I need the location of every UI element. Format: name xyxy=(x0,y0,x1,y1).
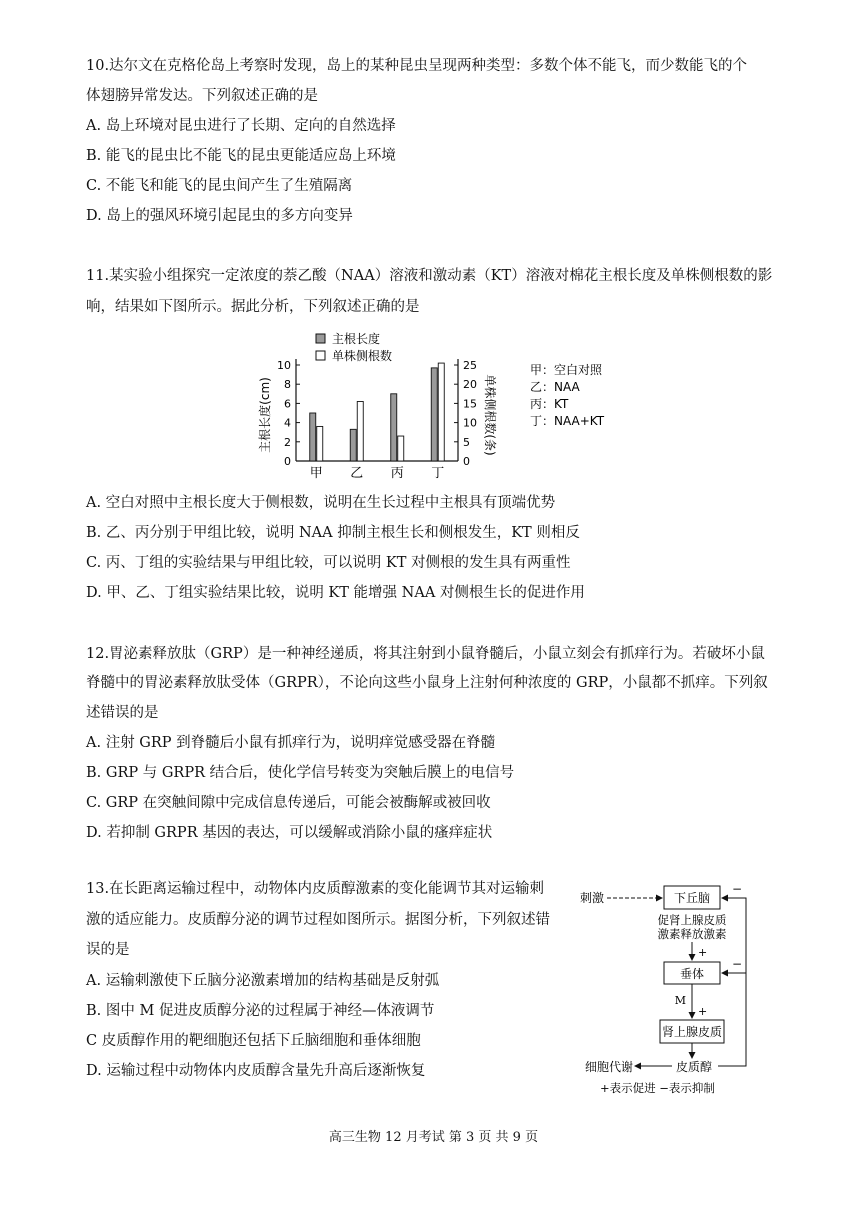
bar-main-root-length xyxy=(391,394,397,461)
key-ding: 丁：NAA+KT xyxy=(530,414,605,428)
adrenal-cortex-label: 肾上腺皮质 xyxy=(661,1025,723,1039)
y-tick-label-right: 10 xyxy=(463,416,477,430)
q13-stem-line3: 误的是 xyxy=(86,942,130,958)
bar-lateral-root-count xyxy=(317,426,323,461)
q13-option-b: B. 图中 M 促进皮质醇分泌的过程属于神经—体液调节 xyxy=(86,1003,435,1019)
key-jia: 甲：空白对照 xyxy=(530,363,603,377)
q12-option-c: C. GRP 在突触间隙中完成信息传递后，可能会被酶解或被回收 xyxy=(86,795,491,811)
key-bing: 丙：KT xyxy=(530,397,569,411)
q11-stem-line2: 响，结果如下图所示。据此分析，下列叙述正确的是 xyxy=(86,299,420,315)
y-tick-label-left: 6 xyxy=(284,397,291,411)
y-tick-label-right: 25 xyxy=(463,359,477,372)
q13-option-a: A. 运输刺激使下丘脑分泌激素增加的结构基础是反射弧 xyxy=(86,973,440,989)
minus-sign-2: − xyxy=(732,957,743,971)
bar-main-root-length xyxy=(310,413,316,461)
minus-sign-1: − xyxy=(732,882,743,896)
key-yi: 乙：NAA xyxy=(530,380,580,394)
q10-option-c: C. 不能飞和能飞的昆虫间产生了生殖隔离 xyxy=(86,178,353,194)
y-tick-label-left: 0 xyxy=(284,455,291,468)
q11-option-c: C. 丙、丁组的实验结果与甲组比较，可以说明 KT 对侧根的发生具有两重性 xyxy=(86,555,571,571)
q11-option-a: A. 空白对照中主根长度大于侧根数，说明在生长过程中主根具有顶端优势 xyxy=(86,495,556,511)
pituitary-label: 垂体 xyxy=(679,967,705,981)
y-tick-label-left: 2 xyxy=(284,435,291,449)
y-tick-label-right: 15 xyxy=(463,397,477,411)
q10-stem-line1: 10.达尔文在克格伦岛上考察时发现，岛上的某种昆虫呈现两种类型：多数个体不能飞，而少数能飞的个 xyxy=(86,58,748,74)
y-tick-label-right: 5 xyxy=(463,435,470,449)
diagram-legend: +表示促进 −表示抑制 xyxy=(600,1081,715,1095)
chart-key xyxy=(530,362,605,428)
q11-option-d: D. 甲、乙、丁组实验结果比较，说明 KT 能增强 NAA 对侧根生长的促进作用 xyxy=(86,585,585,601)
bar-main-root-length xyxy=(431,368,437,461)
q13-option-d: D. 运输过程中动物体内皮质醇含量先升高后逐渐恢复 xyxy=(86,1063,426,1079)
q12-option-a: A. 注射 GRP 到脊髓后小鼠有抓痒行为，说明痒觉感受器在脊髓 xyxy=(86,735,496,751)
y-axis-label-left: 主根长度(cm) xyxy=(258,377,272,453)
bar-lateral-root-count xyxy=(398,436,404,461)
cortisol-regulation-diagram xyxy=(580,875,780,1100)
bar-lateral-root-count xyxy=(438,363,444,461)
y-tick-label-left: 8 xyxy=(284,378,291,392)
q12-stem-line1: 12.胃泌素释放肽（GRP）是一种神经递质，将其注射到小鼠脊髓后，小鼠立刻会有抓痒行为。若破坏小鼠 xyxy=(86,646,765,662)
y-tick-label-left: 4 xyxy=(284,416,291,430)
q10-option-a: A. 岛上环境对昆虫进行了长期、定向的自然选择 xyxy=(86,118,396,134)
q12-option-d: D. 若抑制 GRPR 基因的表达，可以缓解或消除小鼠的瘙痒症状 xyxy=(86,825,493,841)
page-footer: 高三生物 12 月考试 第 3 页 共 9 页 xyxy=(328,1130,539,1145)
bar-lateral-root-count xyxy=(357,401,363,461)
q13-stem-line1: 13.在长距离运输过程中，动物体内皮质醇激素的变化能调节其对运输刺 xyxy=(86,881,545,897)
chart-legend xyxy=(316,331,392,363)
crh-label-line2: 激素释放激素 xyxy=(657,927,727,941)
legend-swatch-lateral-root xyxy=(316,351,325,360)
q11-stem-line1: 11.某实验小组探究一定浓度的萘乙酸（NAA）溶液和激动素（KT）溶液对棉花主根长度及单株侧根数的影 xyxy=(86,268,773,284)
q12-stem-line2: 脊髓中的胃泌素释放肽受体（GRPR），不论向这些小鼠身上注射何种浓度的 GRP，小鼠都不抓痒。下列叙 xyxy=(86,675,768,691)
q11-option-b: B. 乙、丙分别于甲组比较，说明 NAA 抑制主根生长和侧根发生，KT 则相反 xyxy=(86,525,580,541)
y-axis-label-right: 单株侧根数(条) xyxy=(483,374,497,456)
x-tick-label: 甲 xyxy=(309,466,323,481)
q12-stem-line3: 述错误的是 xyxy=(86,705,159,721)
q10-option-b: B. 能飞的昆虫比不能飞的昆虫更能适应岛上环境 xyxy=(86,148,396,164)
q13-stem-line2: 激的适应能力。皮质醇分泌的调节过程如图所示。据图分析，下列叙述错 xyxy=(86,912,550,928)
y-tick-label-right: 0 xyxy=(463,455,470,468)
legend-label-main-root: 主根长度 xyxy=(332,332,381,346)
q12-option-b: B. GRP 与 GRPR 结合后，使化学信号转变为突触后膜上的电信号 xyxy=(86,765,515,781)
y-tick-label-left: 10 xyxy=(277,359,291,372)
cortisol-label: 皮质醇 xyxy=(675,1060,713,1074)
q10-option-d: D. 岛上的强风环境引起昆虫的多方向变异 xyxy=(86,208,353,224)
x-tick-label: 丙 xyxy=(390,466,404,481)
legend-swatch-main-root xyxy=(316,334,325,343)
m-label: M xyxy=(674,994,686,1007)
q13-option-c: C 皮质醇作用的靶细胞还包括下丘脑细胞和垂体细胞 xyxy=(86,1033,421,1049)
metabolism-label: 细胞代谢 xyxy=(585,1060,634,1074)
y-tick-label-right: 20 xyxy=(463,378,477,392)
bar-chart xyxy=(250,327,630,482)
legend-label-lateral-root: 单株侧根数 xyxy=(332,349,393,363)
bar-main-root-length xyxy=(350,429,356,461)
plus-sign-1: + xyxy=(698,946,708,959)
q10-stem-line2: 体翅膀异常发达。下列叙述正确的是 xyxy=(86,88,318,104)
crh-label-line1: 促肾上腺皮质 xyxy=(657,913,727,927)
x-tick-label: 乙 xyxy=(350,466,364,481)
plus-sign-2: + xyxy=(698,1005,708,1018)
stimulus-label: 刺激 xyxy=(580,891,605,905)
x-tick-label: 丁 xyxy=(431,466,445,481)
hypothalamus-label: 下丘脑 xyxy=(673,891,711,905)
